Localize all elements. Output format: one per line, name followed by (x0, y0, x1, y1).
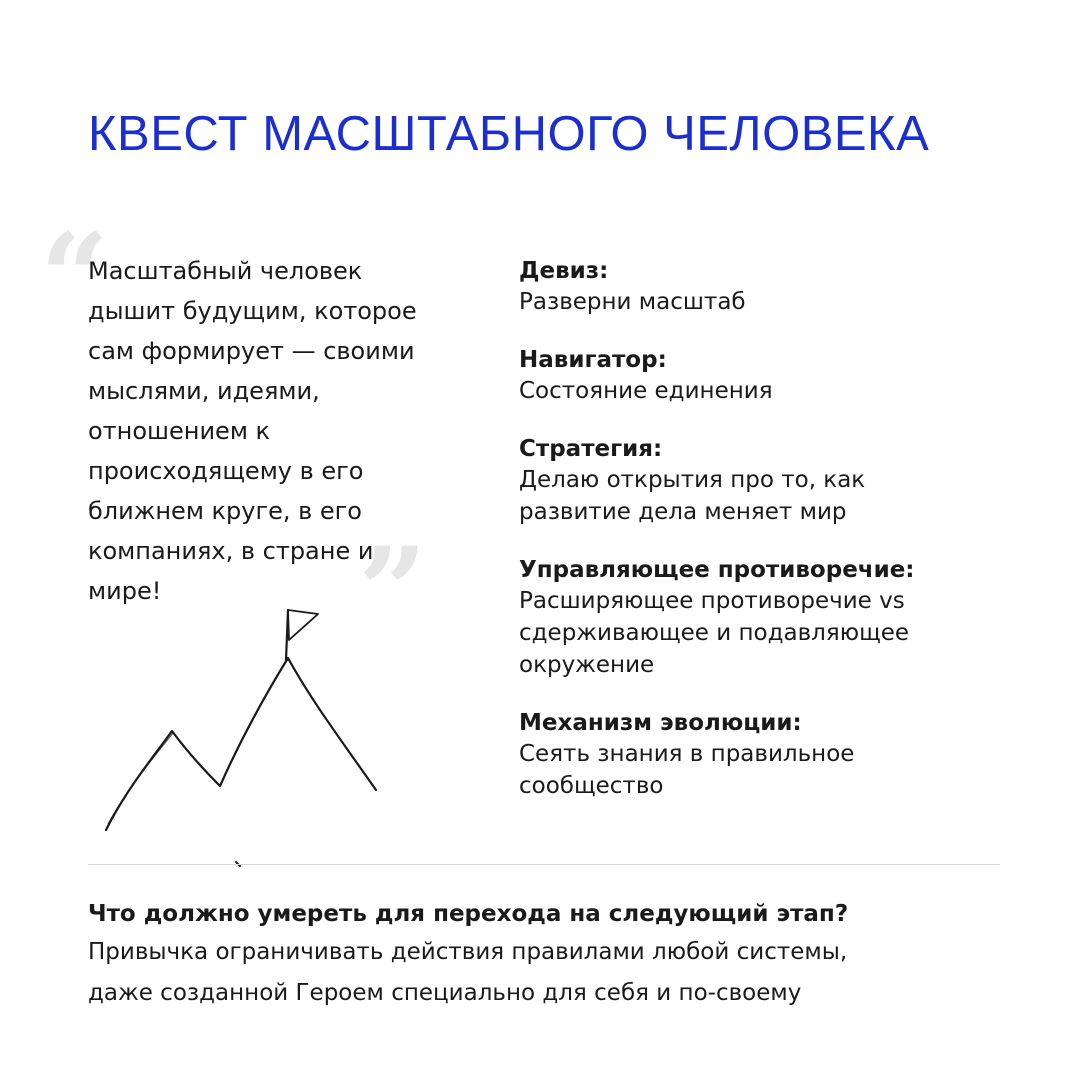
fact-label: Навигатор: (519, 347, 667, 373)
fact-label: Девиз: (519, 258, 609, 284)
quote-line: отношением к (88, 417, 271, 445)
facts-list (519, 256, 989, 829)
quote-line: Масштабный человек (88, 257, 363, 285)
quote-line: компаниях, в стране и (88, 537, 374, 565)
bottom-answer-line: Привычка ограничивать действия правилами любой системы, (88, 939, 848, 965)
bottom-section (88, 896, 1018, 1014)
fact-value: сдерживающее и подавляющее (519, 620, 910, 646)
fact-value: Сеять знания в правильное (519, 741, 855, 767)
quote-line: мыслями, идеями, (88, 377, 320, 405)
fact-value: окружение (519, 652, 655, 678)
fact-value: Делаю открытия про то, как (519, 467, 866, 493)
fact-contradiction (519, 555, 989, 681)
mountain-flag-icon (96, 600, 396, 890)
fact-label: Механизм эволюции: (519, 710, 802, 736)
closing-quote-icon: ” (358, 521, 428, 662)
fact-navigator (519, 345, 989, 407)
quote-line: мире! (88, 577, 162, 605)
divider (88, 864, 1000, 865)
quote-line: ближнем круге, в его (88, 497, 362, 525)
bottom-question: Что должно умереть для перехода на следующий этап? (88, 901, 849, 927)
fact-value: сообщество (519, 773, 664, 799)
fact-evolution (519, 708, 989, 802)
page-title: КВЕСТ МАСШТАБНОГО ЧЕЛОВЕКА (88, 107, 930, 161)
fact-label: Стратегия: (519, 436, 663, 462)
bottom-answer-line: даже созданной Героем специально для себя и по-своему (88, 980, 802, 1006)
opening-quote-icon: “ (40, 207, 110, 348)
fact-strategy (519, 434, 989, 528)
quote-line: сам формирует — своими (88, 337, 415, 365)
quote-line: дышит будущим, которое (88, 297, 417, 325)
fact-label: Управляющее противоречие: (519, 557, 915, 583)
quote-block (88, 251, 458, 611)
fact-value: развитие дела меняет мир (519, 499, 847, 525)
quote-line: происходящему в его (88, 457, 364, 485)
fact-value: Состояние единения (519, 378, 773, 404)
fact-value: Разверни масштаб (519, 289, 746, 315)
fact-value: Расширяющее противоречие vs (519, 588, 905, 614)
fact-motto (519, 256, 989, 318)
